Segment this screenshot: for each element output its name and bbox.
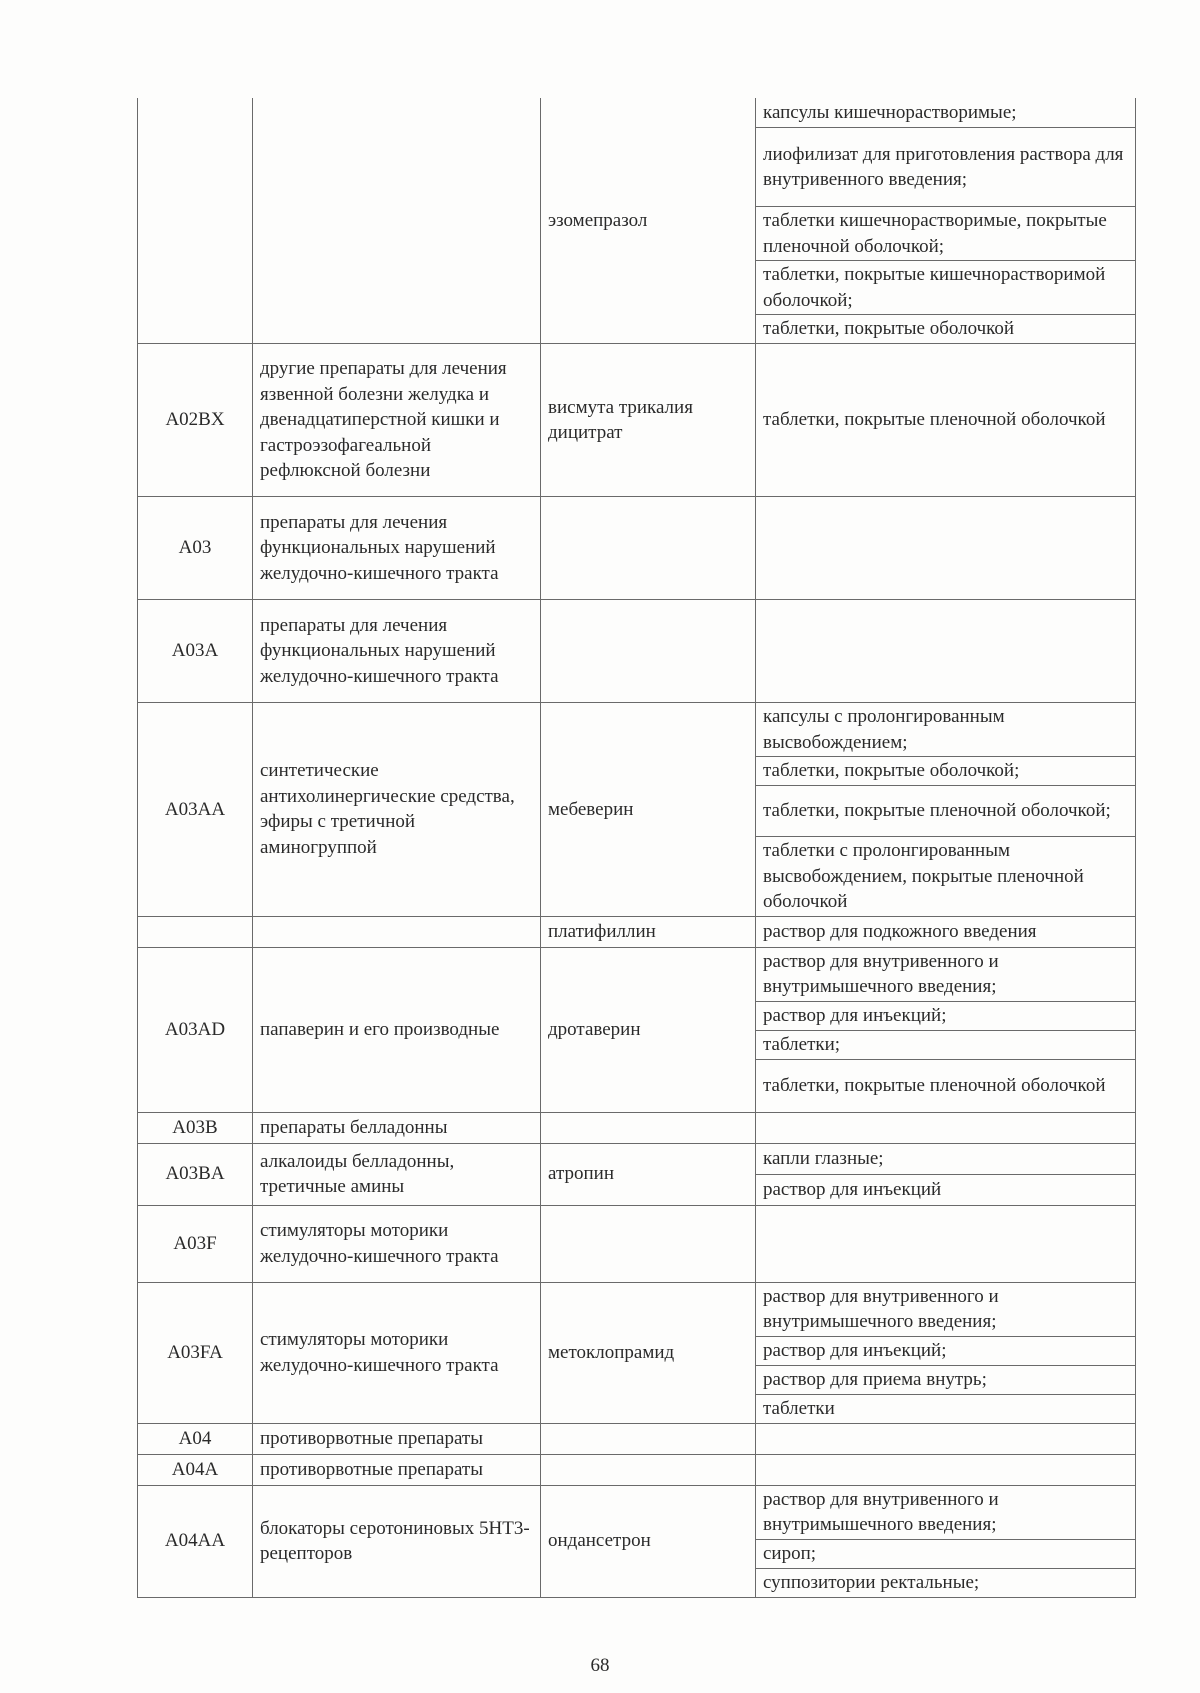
dosage-form-item: раствор для внутривенного и внутримышечного введения; (756, 1283, 1135, 1337)
atc-code-cell: A04 (138, 1423, 253, 1454)
group-name-cell: стимуляторы моторики желудочно-кишечного тракта (253, 1282, 541, 1423)
table-row (138, 1112, 1136, 1143)
drug-name-cell (541, 600, 756, 703)
dosage-forms-cell (756, 1205, 1136, 1282)
dosage-forms-cell (756, 703, 1136, 917)
table-row (138, 497, 1136, 600)
dosage-form-item: лиофилизат для приготовления раствора для внутривенного введения; (756, 128, 1135, 207)
atc-code-cell: A03A (138, 600, 253, 703)
dosage-forms-cell (756, 1282, 1136, 1423)
dosage-forms-list (756, 948, 1135, 1112)
page-number: 68 (590, 1655, 610, 1676)
dosage-forms-cell (756, 344, 1136, 497)
drug-name-cell (541, 1112, 756, 1143)
dosage-form-item (756, 1206, 1135, 1282)
drug-name-cell: эзомепразол (541, 98, 756, 344)
dosage-form-item: раствор для внутривенного и внутримышечного введения; (756, 948, 1135, 1002)
drug-name-cell (541, 497, 756, 600)
table-row (138, 1282, 1136, 1423)
dosage-form-item: таблетки, покрытые пленочной оболочкой (763, 409, 1106, 431)
atc-code-cell: A04AA (138, 1485, 253, 1597)
dosage-form-item: таблетки (763, 1397, 835, 1419)
table-row (138, 947, 1136, 1112)
atc-code-cell: A03AA (138, 703, 253, 917)
group-name-cell (253, 916, 541, 947)
dosage-forms-list (756, 344, 1135, 496)
dosage-form-item: раствор для инъекций; (756, 1336, 1135, 1365)
dosage-forms-list (756, 1283, 1135, 1423)
table-row (138, 703, 1136, 917)
group-name-cell: другие препараты для лечения язвенной болезни желудка и двенадцатиперстной кишки и гастроэзофагеальной рефлюксной болезни (253, 344, 541, 497)
dosage-form-item: таблетки кишечнорастворимые, покрытые пленочной оболочкой; (756, 207, 1135, 261)
dosage-form-item: таблетки; (756, 1030, 1135, 1059)
group-name-cell: синтетические антихолинергические средства, эфиры с третичной аминогруппой (253, 703, 541, 917)
dosage-forms-list (756, 1486, 1135, 1597)
dosage-forms-cell (756, 1112, 1136, 1143)
group-name-cell: противорвотные препараты (253, 1423, 541, 1454)
dosage-forms-list (756, 98, 1135, 343)
dosage-forms-list (756, 917, 1135, 947)
group-name-cell: препараты белладонны (253, 1112, 541, 1143)
dosage-form-item (756, 1113, 1135, 1143)
group-name-cell: алкалоиды белладонны, третичные амины (253, 1143, 541, 1205)
dosage-form-item: раствор для инъекций (763, 1178, 942, 1200)
atc-code-cell: A04A (138, 1454, 253, 1485)
dosage-form-item (756, 1455, 1135, 1485)
dosage-form-item (756, 600, 1135, 702)
dosage-form-item: таблетки, покрытые оболочкой (763, 318, 1015, 340)
drug-name-cell (541, 1205, 756, 1282)
group-name-cell: препараты для лечения функциональных нарушений желудочно-кишечного тракта (253, 497, 541, 600)
table-row (138, 916, 1136, 947)
dosage-form-item (756, 1424, 1135, 1454)
group-name-cell: блокаторы серотониновых 5HT3-рецепторов (253, 1485, 541, 1597)
dosage-forms-list (756, 1113, 1135, 1143)
group-name-cell: препараты для лечения функциональных нарушений желудочно-кишечного тракта (253, 600, 541, 703)
group-name-cell: папаверин и его производные (253, 947, 541, 1112)
dosage-forms-cell (756, 1143, 1136, 1205)
dosage-forms-list (756, 1424, 1135, 1454)
drug-name-cell (541, 1454, 756, 1485)
group-name-cell (253, 98, 541, 344)
group-name-cell: стимуляторы моторики желудочно-кишечного тракта (253, 1205, 541, 1282)
dosage-form-item: капсулы кишечнорастворимые; (756, 98, 1135, 128)
atc-code-cell (138, 98, 253, 344)
dosage-form-item: таблетки, покрытые пленочной оболочкой; (756, 786, 1135, 837)
dosage-forms-cell (756, 98, 1136, 344)
atc-code-cell: A03F (138, 1205, 253, 1282)
dosage-forms-list (756, 497, 1135, 599)
drug-name-cell (541, 1423, 756, 1454)
drug-name-cell: атропин (541, 1143, 756, 1205)
drug-name-cell: висмута трикалия дицитрат (541, 344, 756, 497)
atc-code-cell: A03B (138, 1112, 253, 1143)
dosage-form-item: капли глазные; (756, 1144, 1135, 1175)
table-row (138, 600, 1136, 703)
table-row (138, 1454, 1136, 1485)
table-row (138, 1143, 1136, 1205)
dosage-form-item: капсулы с пролонгированным высвобождением; (756, 703, 1135, 757)
table-row (138, 344, 1136, 497)
drug-name-cell: мебеверин (541, 703, 756, 917)
dosage-form-item: раствор для приема внутрь; (756, 1365, 1135, 1394)
dosage-form-item: раствор для инъекций; (756, 1001, 1135, 1030)
table-row (138, 1485, 1136, 1597)
dosage-form-item: раствор для внутривенного и внутримышечного введения; (756, 1486, 1135, 1540)
dosage-forms-cell (756, 1423, 1136, 1454)
dosage-forms-cell (756, 600, 1136, 703)
dosage-forms-list (756, 1455, 1135, 1485)
dosage-forms-list (756, 703, 1135, 916)
drug-name-cell: дротаверин (541, 947, 756, 1112)
dosage-forms-list (756, 1144, 1135, 1205)
group-name-cell: противорвотные препараты (253, 1454, 541, 1485)
dosage-form-item: таблетки, покрытые оболочкой; (756, 757, 1135, 786)
dosage-form-item: суппозитории ректальные; (763, 1571, 980, 1593)
dosage-form-item: сироп; (756, 1539, 1135, 1568)
dosage-form-item (756, 497, 1135, 599)
drug-table (137, 98, 1136, 1598)
dosage-forms-cell (756, 947, 1136, 1112)
dosage-forms-cell (756, 916, 1136, 947)
atc-code-cell (138, 916, 253, 947)
dosage-forms-cell (756, 1454, 1136, 1485)
dosage-forms-list (756, 600, 1135, 702)
atc-code-cell: A03 (138, 497, 253, 600)
atc-code-cell: A03FA (138, 1282, 253, 1423)
atc-code-cell: A02BX (138, 344, 253, 497)
table-row (138, 98, 1136, 344)
dosage-form-item: раствор для подкожного введения (763, 920, 1037, 942)
atc-code-cell: A03AD (138, 947, 253, 1112)
dosage-form-item: таблетки с пролонгированным высвобождением, покрытые пленочной оболочкой (763, 840, 1084, 912)
table-row (138, 1205, 1136, 1282)
dosage-forms-list (756, 1206, 1135, 1282)
drug-name-cell: платифиллин (541, 916, 756, 947)
atc-code-cell: A03BA (138, 1143, 253, 1205)
drug-name-cell: ондансетрон (541, 1485, 756, 1597)
table-row (138, 1423, 1136, 1454)
dosage-form-item: таблетки, покрытые пленочной оболочкой (763, 1074, 1106, 1096)
dosage-forms-cell (756, 1485, 1136, 1597)
dosage-forms-cell (756, 497, 1136, 600)
dosage-form-item: таблетки, покрытые кишечнорастворимой оболочкой; (756, 261, 1135, 315)
drug-name-cell: метоклопрамид (541, 1282, 756, 1423)
